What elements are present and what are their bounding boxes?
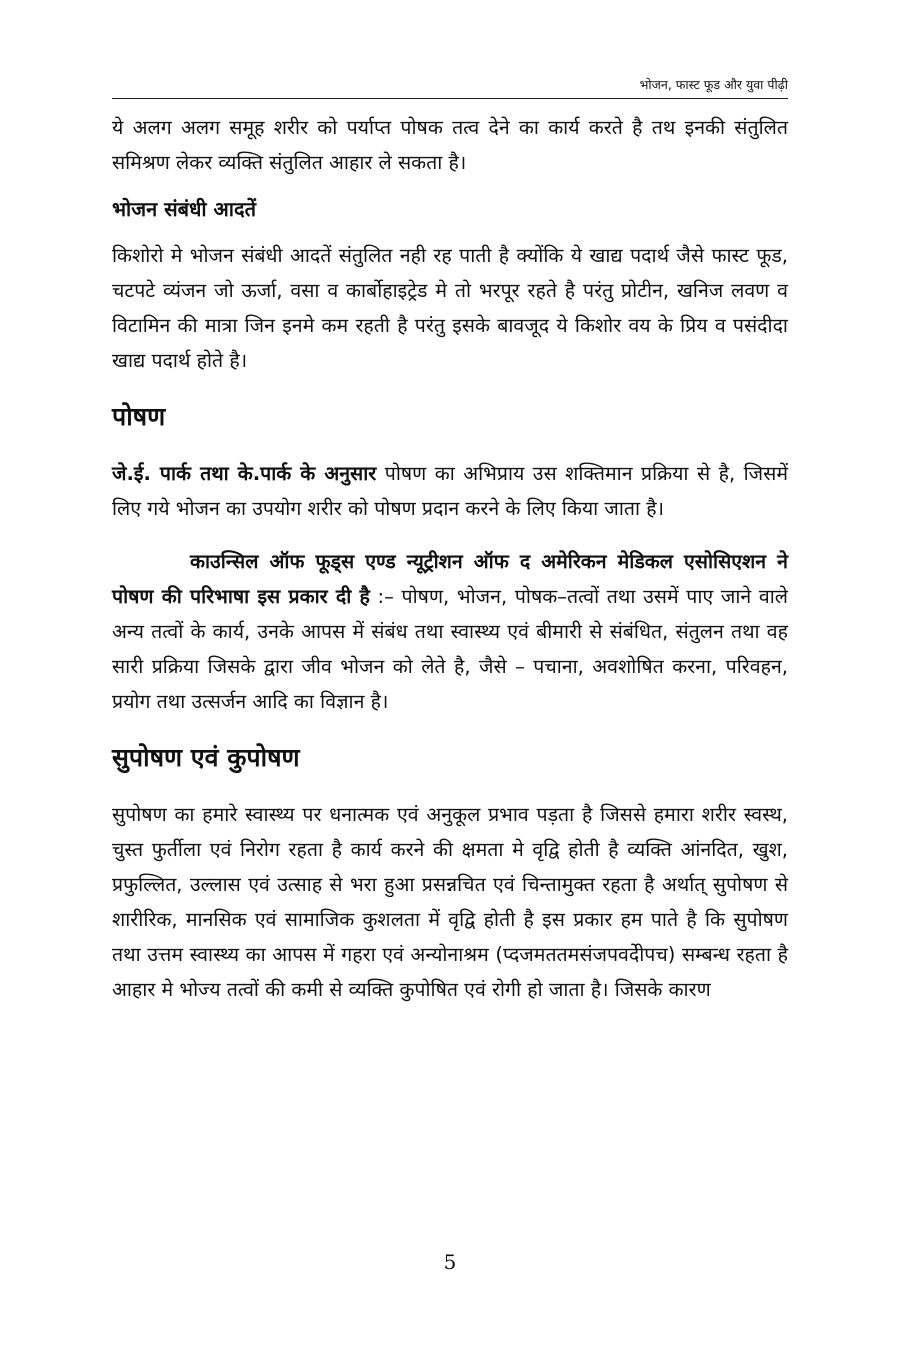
running-header [112, 72, 788, 99]
park-definition-lead: जे.ई. पार्क तथा के.पार्क के अनुसार [112, 462, 377, 485]
page-body [112, 110, 788, 1007]
council-definition-text: :– पोषण, भोजन, पोषक–तत्वों तथा उसमें पाए जाने वाले अन्य तत्वों के कार्य, उनके आपस में संबंध तथा स्वास्थ्य एवं बीमारी से संबंधित, संतुलन तथा वह सारी प्रक्रिया जिसके द्वारा जीव भोजन को लेते है, जैसे – पचाना, अवशोषित करना, परिवहन, प्रयोग तथा उत्सर्जन आदि का विज्ञान है। [112, 585, 788, 713]
heading-good-and-malnutrition: सुपोषण एवं कुपोषण [112, 743, 300, 772]
council-definition-paragraph [112, 544, 788, 719]
page-number: 5 [443, 1250, 457, 1274]
heading-food-habits: भोजन संबंधी आदतें [112, 197, 256, 221]
park-definition-text: पोषण का अभिप्राय उस शक्तिमान प्रक्रिया से है, जिसमें लिए गये भोजन का उपयोग शरीर को पोषण प्रदान करने के लिए किया जाता है। [112, 462, 788, 520]
heading-nutrition: पोषण [112, 402, 166, 431]
council-definition-lead: काउन्सिल ऑफ फूड्स एण्ड न्यूट्रीशन ऑफ द अमेरिकन मेडिकल एसोसिएशन ने पोषण की परिभाषा इस प्रकार दी है [112, 550, 788, 608]
running-title: भोजन, फास्ट फूड और युवा पीढ़ी [639, 77, 788, 92]
food-habits-paragraph: किशोरो मे भोजन संबंधी आदतें संतुलित नही रह पाती है क्योंकि ये खाद्य पदार्थ जैसे फास्ट फूड, चटपटे व्यंजन जो ऊर्जा, वसा व कार्बोहाइट्रेड मे तो भरपूर रहते है परंतु प्रोटीन, खनिज लवण व विटामिन की मात्रा जिन इनमे कम रहती है परंतु इसके बावजूद ये किशोर वय के प्रिय व पसंदीदा खाद्य पदार्थ होते है। [112, 244, 788, 372]
intro-paragraph: ये अलग अलग समूह शरीर को पर्याप्त पोषक तत्व देने का कार्य करते है तथ इनकी संतुलित समिश्रण लेकर व्यक्ति संतुलित आहार ले सकता है। [112, 116, 788, 174]
good-nutrition-paragraph: सुपोषण का हमारे स्वास्थ्य पर धनात्मक एवं अनुकूल प्रभाव पड़ता है जिससे हमारा शरीर स्वस्थ, चुस्त फुर्तीला एवं निरोग रहता है कार्य करने की क्षमता मे वृद्वि होती है व्यक्ति आंनदित, खुश, प्रफुल्लित, उल्लास एवं उत्साह से भरा हुआ प्रसन्नचित एवं चिन्तामुक्त रहता है अर्थात् सुपोषण से शारीरिक, मानसिक एवं सामाजिक कुशलता में वृद्वि होती है इस प्रकार हम पाते है कि सुपोषण तथा उत्तम स्वास्थ्य का आपस में गहरा एवं अन्योनाश्रम (प्दजमततमसंजपवदेीपच) सम्बन्ध रहता है आहार मे भोज्य तत्वों की कमी से व्यक्ति कुपोषित एवं रोगी हो जाता है। जिसके कारण [112, 803, 788, 1001]
park-definition-paragraph [112, 456, 788, 526]
